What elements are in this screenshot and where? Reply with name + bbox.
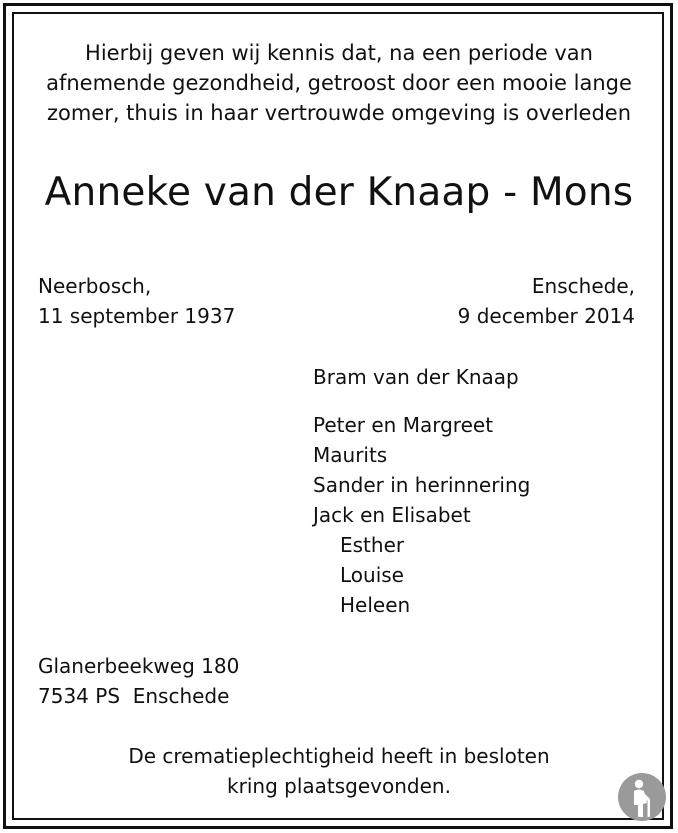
birth-info (38, 271, 235, 331)
children-list (313, 410, 530, 620)
birth-place: Neerbosch, (38, 274, 152, 298)
list-item: Maurits (313, 443, 388, 467)
intro-line: zomer, thuis in haar vertrouwde omgeving is overleden (46, 101, 632, 125)
deceased-name: Anneke van der Knaap - Mons (44, 170, 634, 215)
birth-date: 11 september 1937 (38, 304, 236, 328)
list-item: Peter en Margreet (313, 413, 494, 437)
spouse-name: Bram van der Knaap (313, 365, 519, 389)
address-street: Glanerbeekweg 180 (38, 654, 240, 678)
closing-line: De crematieplechtigheid heeft in besloten (128, 744, 550, 768)
intro-text (0, 38, 678, 128)
closing-text (0, 741, 678, 801)
list-item: Jack en Elisabet (313, 503, 471, 527)
address-city: 7534 PS Enschede (38, 684, 230, 708)
grandchild-item: Esther (340, 533, 405, 557)
address-block (38, 651, 239, 711)
memorial-figure-icon (617, 772, 667, 822)
death-place: Enschede, (531, 274, 635, 298)
grandchild-item: Louise (340, 563, 404, 587)
death-info (458, 271, 635, 331)
intro-line: Hierbij geven wij kennis dat, na een periode van (85, 41, 593, 65)
spouse (313, 362, 519, 392)
grandchild-item: Heleen (340, 593, 411, 617)
closing-line: kring plaatsgevonden. (227, 774, 451, 798)
death-date: 9 december 2014 (457, 304, 635, 328)
list-item: Sander in herinnering (313, 473, 531, 497)
intro-line: afnemende gezondheid, getroost door een mooie lange (46, 71, 632, 95)
